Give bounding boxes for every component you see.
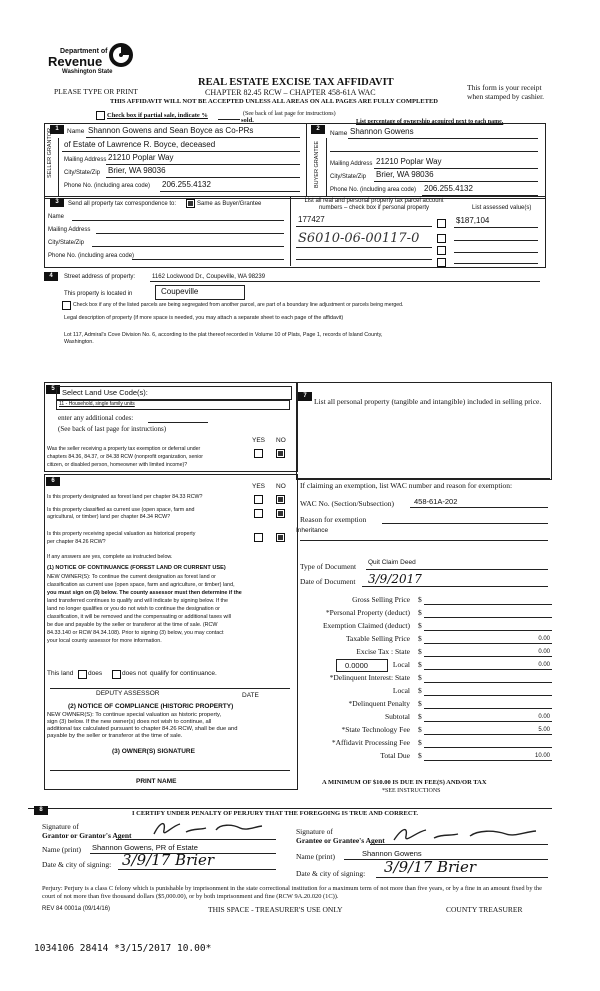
warning-line: THIS AFFIDAVIT WILL NOT BE ACCEPTED UNLESS ALL AREAS ON ALL PAGES ARE FULLY COMPLETED [110, 98, 438, 105]
additional-codes-label: enter any additional codes: [58, 414, 134, 422]
grantor-sig-label-1: Signature of [42, 822, 79, 831]
buyer-name[interactable]: Shannon Gowens [350, 127, 414, 136]
tax-values: $ $ $ $ 0.00 $ 0.00 $ 0.00 $ $ $ $ 0.00 $ 5.00 $ $ 10.00 [418, 595, 550, 760]
ownership-pct-note: List percentage of ownership acquired next to each name. [356, 119, 504, 125]
perjury-notice: Perjury: Perjury is a class C felony which is punishable by imprisonment in the state correctional institution for a maximum term of not more than five years, or by a fine in an amount fixed by the court of not more than five thousand dollars ($5,000.00), or by both imprisonment and fine (RCW 9A.20.020 (1C)). [42, 885, 542, 900]
segregated-checkbox[interactable] [62, 301, 71, 310]
current-use-no-checkbox[interactable] [276, 509, 285, 518]
tax-label-exemption: Exemption Claimed (deduct) [322, 621, 410, 630]
section-8-badge: 8 [34, 806, 48, 815]
minimum-due-note: A MINIMUM OF $10.00 IS DUE IN FEE(S) AND/OR TAX [322, 779, 487, 786]
legal-desc-1: Lot 117, Admiral's Cove Division No. 6, according to the plat thereof recorded in Volume 10 of Plats, Page 1, records of Island County, [64, 332, 383, 338]
notice-compliance-title: (2) NOTICE OF COMPLIANCE (HISTORIC PROPERTY) [68, 703, 234, 710]
grantee-name-print[interactable]: Shannon Gowens [362, 849, 422, 858]
s5-see-back: (See back of last page for instructions) [58, 425, 167, 433]
wac-no-value[interactable]: 458-61A-202 [414, 497, 458, 506]
tax-label-tech-fee: *State Technology Fee [341, 725, 410, 734]
located-in-label: This property is located in [64, 291, 133, 297]
section-6-badge: 6 [46, 477, 60, 486]
grantee-signature [390, 822, 540, 846]
s3-name-label: Name [48, 214, 65, 220]
section-5-badge: 5 [46, 385, 60, 394]
personal-property-checkbox-4[interactable] [437, 258, 446, 267]
section-7-badge: 7 [298, 392, 312, 401]
exemption-question-2: chapters 84.36, 84.37, or 84.38 RCW (nonprofit organization, senior [47, 454, 204, 460]
local-rate-field[interactable]: 0.0000 [336, 659, 388, 672]
exemption-yes-checkbox[interactable] [254, 449, 263, 458]
buyer-grantee-side-label: BUYER GRANTEE [314, 140, 320, 188]
exemption-no-checkbox[interactable] [276, 449, 285, 458]
grantee-sig-label-1: Signature of [296, 827, 333, 836]
current-use-question-b: agricultural, or timber) land per chapter 84.34 RCW? [47, 514, 171, 520]
land-does-checkbox[interactable] [78, 670, 87, 679]
s6-no-label: NO [276, 483, 286, 490]
if-yes-note: If any answers are yes, complete as instructed below. [47, 554, 173, 560]
seller-mailing-label: Mailing Address [64, 157, 107, 163]
s3-city-label: City/State/Zip [48, 240, 85, 246]
tax-label-processing-fee: *Affidavit Processing Fee [331, 738, 410, 747]
personal-property-checkbox-2[interactable] [437, 234, 446, 243]
grantee-sig-label-2: Grantee or Grantee's Agent [296, 836, 385, 845]
grantor-date-city-label: Date & city of signing: [42, 860, 112, 869]
legal-desc-label: Legal description of property (if more space is needed, you may attach a separate sheet to each page of the affidavit) [64, 315, 344, 321]
buyer-phone-label: Phone No. (including area code) [330, 187, 417, 193]
personal-property-checkbox-3[interactable] [437, 246, 446, 255]
street-address[interactable]: 1162 Lockwood Dr., Coupeville, WA 98239 [152, 274, 266, 280]
forest-no-checkbox[interactable] [276, 495, 285, 504]
grantee-date-city[interactable]: 3/9/17 Brier [384, 858, 477, 876]
seller-city[interactable]: Brier, WA 98036 [108, 166, 166, 175]
buyer-mailing[interactable]: 21210 Poplar Way [376, 157, 442, 166]
s3-mailing-label: Mailing Address [48, 227, 91, 233]
tax-label-excise-local: Local [392, 660, 410, 669]
tax-value-excise-local[interactable]: 0.00 [538, 662, 550, 668]
does-label: does [88, 670, 103, 677]
seller-phone[interactable]: 206.255.4132 [162, 180, 211, 189]
personal-property-label: List all personal property (tangible and intangible) included in selling price. [314, 397, 542, 406]
street-address-label: Street address of property: [64, 274, 136, 280]
s5-no-label: NO [276, 437, 286, 444]
grantor-name-print-label: Name (print) [42, 845, 81, 854]
legal-desc-2: Washington. [64, 339, 94, 345]
same-as-buyer-checkbox[interactable] [186, 199, 195, 208]
partial-sale-label: Check box if partial sale, indicate % [107, 112, 208, 119]
s6-date-label: DATE [242, 692, 259, 699]
chapter-line: CHAPTER 82.45 RCW – CHAPTER 458-61A WAC [205, 88, 376, 97]
form-number: REV 84 0001a (09/14/16) [42, 906, 111, 912]
same-as-buyer-label: Same as Buyer/Grantee [197, 201, 262, 207]
parcel-header: List all real and personal property tax parcel account numbers – check box if personal property [304, 198, 444, 211]
form-title: REAL ESTATE EXCISE TAX AFFIDAVIT [198, 77, 394, 88]
segregated-label: Check box if any of the listed parcels are being segregated from another parcel, are part of a boundary line adjustment or parcels being merged. [73, 302, 404, 308]
tax-value-taxable[interactable]: 0.00 [538, 636, 550, 642]
assessed-header: List assessed value(s) [472, 205, 532, 211]
s5-yes-label: YES [252, 437, 266, 444]
seller-name[interactable]: Shannon Gowens and Sean Boyce as Co-PRs [88, 126, 254, 135]
section-4-badge: 4 [44, 272, 58, 281]
qualify-label: qualify for continuance. [150, 670, 217, 677]
tax-value-total[interactable]: 10.00 [534, 753, 550, 759]
wac-no-label: WAC No. (Section/Subsection) [300, 499, 394, 508]
reason-label: Reason for exemption [300, 515, 367, 524]
grantor-sig-label-2: Grantor or Grantor's Agent [42, 831, 132, 840]
land-does-not-checkbox[interactable] [112, 670, 121, 679]
revenue-label: Revenue [48, 54, 103, 69]
see-instructions-note: *SEE INSTRUCTIONS [382, 788, 441, 794]
exemption-question-3: citizen, or disabled person, homeowner with limited income)? [47, 462, 188, 468]
grantor-date-city[interactable]: 3/9/17 Brier [122, 851, 215, 869]
notice-continuance-title: (1) NOTICE OF CONTINUANCE (FOREST LAND OR CURRENT USE) [47, 565, 226, 571]
wac-intro: If claiming an exemption, list WAC number and reason for exemption: [300, 481, 513, 490]
recording-stamp: 1034106 28414 *3/15/2017 10.00* [34, 943, 212, 954]
tax-value-tech-fee[interactable]: 5.00 [538, 727, 550, 733]
buyer-city[interactable]: Brier, WA 98036 [376, 170, 434, 179]
grantor-name-print[interactable]: Shannon Gowens, PR of Estate [92, 843, 198, 852]
parcel-2-handwritten: S6010-06-00117-0 [298, 231, 420, 246]
forest-land-question: Is this property designated as forest land per chapter 84.33 RCW? [47, 494, 203, 500]
tax-value-subtotal[interactable]: 0.00 [538, 714, 550, 720]
tax-label-delinquent-state: *Delinquent Interest: State [329, 673, 410, 682]
seller-grantor-side-label: SELLER GRANTOR [47, 127, 53, 178]
doc-date-value[interactable]: 3/9/2017 [368, 572, 422, 586]
land-use-select[interactable]: 11 - Household, single family units [56, 400, 290, 410]
sold-label: sold. [241, 117, 254, 124]
located-in-field[interactable]: Coupeville [155, 285, 245, 300]
grantee-name-print-label: Name (print) [296, 852, 335, 861]
s3-phone-label: Phone No. (including area code) [48, 253, 135, 259]
county-treasurer-label: COUNTY TREASURER [446, 905, 523, 914]
owner-signature-label: (3) OWNER(S) SIGNATURE [112, 748, 195, 755]
dor-emblem-icon [108, 42, 134, 68]
current-use-yes-checkbox[interactable] [254, 509, 263, 518]
does-not-label: does not [122, 670, 147, 677]
certify-statement: I CERTIFY UNDER PENALTY OF PERJURY THAT THE FOREGOING IS TRUE AND CORRECT. [132, 810, 419, 817]
tax-label-penalty: *Delinquent Penalty [348, 699, 410, 708]
tax-label-delinquent-local: Local [392, 686, 410, 695]
buyer-city-label: City/State/Zip [330, 174, 367, 180]
tax-label-excise-state: Excise Tax : State [356, 647, 410, 656]
s6-yes-label: YES [252, 483, 266, 490]
parcel-1[interactable]: 177427 [298, 215, 325, 224]
section-3-badge: 3 [50, 198, 64, 207]
assessed-1[interactable]: $187,104 [456, 216, 490, 225]
tax-label-personal: *Personal Property (deduct) [325, 608, 410, 617]
land-use-label: Select Land Use Code(s): [62, 388, 148, 397]
exemption-question-1: Was the seller receiving a property tax exemption or deferral under [47, 446, 201, 452]
tax-label-total: Total Due [380, 751, 410, 760]
seller-mailing[interactable]: 21210 Poplar Way [108, 153, 174, 162]
doc-type-value[interactable]: Quit Claim Deed [368, 559, 416, 566]
doc-date-label: Date of Document [300, 577, 356, 586]
tax-value-excise-state[interactable]: 0.00 [538, 649, 550, 655]
grantee-date-city-label: Date & city of signing: [296, 869, 366, 878]
seller-city-label: City/State/Zip [64, 170, 101, 176]
historic-no-checkbox[interactable] [276, 533, 285, 542]
historic-yes-checkbox[interactable] [254, 533, 263, 542]
send-correspondence-label: Send all property tax correspondence to: [68, 201, 177, 207]
tax-label-gross: Gross Selling Price [352, 595, 410, 604]
deputy-assessor-label: DEPUTY ASSESSOR [96, 690, 160, 697]
section-2-badge: 2 [311, 125, 325, 134]
partial-sale-checkbox[interactable] [96, 111, 105, 120]
tax-label-taxable: Taxable Selling Price [345, 634, 410, 643]
treasurer-use-label: THIS SPACE - TREASURER'S USE ONLY [208, 905, 343, 914]
historic-question-a: Is this property receiving special valuation as historical property [47, 531, 196, 537]
current-use-question-a: Is this property classified as current use (open space, farm and [47, 507, 195, 513]
buyer-phone[interactable]: 206.255.4132 [424, 184, 473, 193]
dor-logo [40, 42, 140, 82]
receipt-note-2: when stamped by cashier. [467, 92, 545, 101]
doc-type-label: Type of Document [300, 562, 357, 571]
buyer-name-label: Name [330, 130, 348, 137]
receipt-note-1: This form is your receipt [467, 83, 542, 92]
this-land-label: This land [47, 670, 74, 677]
print-name-label: PRINT NAME [136, 778, 177, 785]
buyer-mailing-label: Mailing Address [330, 161, 373, 167]
seller-name-label: Name [67, 128, 85, 135]
washington-state-label: Washington State [62, 69, 113, 75]
forest-yes-checkbox[interactable] [254, 495, 263, 504]
tax-label-subtotal: Subtotal [384, 712, 410, 721]
seller-phone-label: Phone No. (including area code) [64, 183, 151, 189]
see-back-note: (See back of last page for instructions) [243, 111, 336, 117]
section-1-badge: 1 [50, 125, 64, 134]
historic-question-b: per chapter 84.26 RCW? [47, 539, 106, 545]
reason-value[interactable]: Inheritance [296, 527, 329, 534]
personal-property-checkbox-1[interactable] [437, 219, 446, 228]
dept-of-label: Department of [60, 48, 108, 55]
print-note: PLEASE TYPE OR PRINT [54, 87, 138, 96]
grantor-signature [150, 818, 270, 840]
seller-name-line2[interactable]: of Estate of Lawrence R. Boyce, deceased [64, 140, 216, 149]
